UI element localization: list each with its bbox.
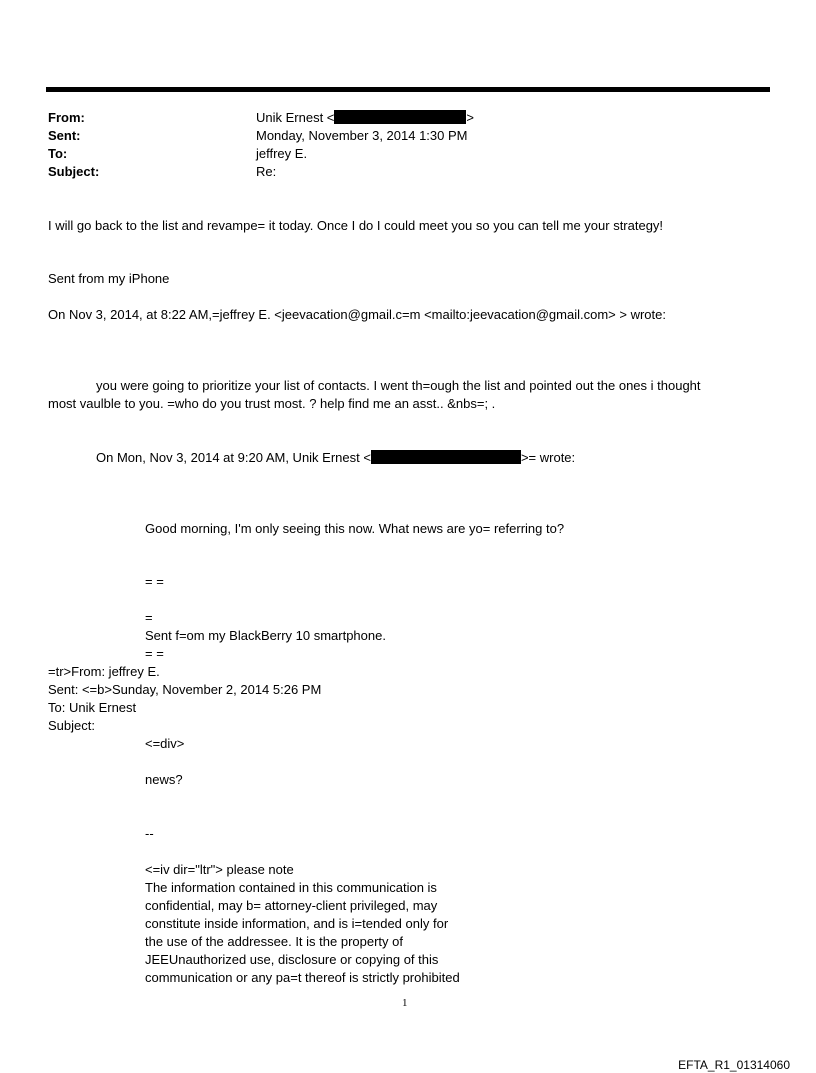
eqeq-1: = = bbox=[145, 574, 164, 589]
to-label: To: bbox=[48, 146, 68, 161]
good-morning-line: Good morning, I'm only seeing this now. What news are yo= referring to? bbox=[145, 521, 565, 536]
notice-line: confidential, may b= attorney-client privileged, may bbox=[145, 898, 438, 913]
notice-line: JEEUnauthorized use, disclosure or copying of this bbox=[145, 952, 439, 967]
dashes-line: -- bbox=[145, 826, 154, 841]
notice-line: the use of the addressee. It is the property of bbox=[145, 934, 403, 949]
eq-line: = bbox=[145, 610, 153, 625]
redaction-bar bbox=[371, 450, 521, 464]
page-number: 1 bbox=[402, 997, 408, 1009]
quoted-from: =tr>From: jeffrey E. bbox=[48, 664, 160, 679]
quote-header-2: On Mon, Nov 3, 2014 at 9:20 AM, Unik Ernest < >= wrote: bbox=[96, 450, 576, 465]
quoted-to: To: Unik Ernest bbox=[48, 700, 137, 715]
sent-label: Sent: bbox=[48, 128, 81, 143]
quote-header-1: On Nov 3, 2014, at 8:22 AM,=jeffrey E. <jeevacation@gmail.c=m <mailto:jeevacation@gmail.com> > wrote: bbox=[48, 307, 666, 322]
div-tag-line: <=div> bbox=[145, 736, 185, 751]
notice-line: communication or any pa=t thereof is strictly prohibited bbox=[145, 970, 460, 985]
quoted-subject: Subject: bbox=[48, 718, 95, 733]
document-id-footer: EFTA_R1_01314060 bbox=[678, 1058, 790, 1072]
header-rule bbox=[46, 87, 770, 92]
subject-label: Subject: bbox=[48, 164, 100, 179]
quoted-sent: Sent: <=b>Sunday, November 2, 2014 5:26 PM bbox=[48, 682, 322, 697]
notice-line: constitute inside information, and is i=tended only for bbox=[145, 916, 449, 931]
sent-value: Monday, November 3, 2014 1:30 PM bbox=[256, 128, 468, 143]
from-value: Unik Ernest < > bbox=[256, 110, 474, 125]
notice-line: The information contained in this communication is bbox=[145, 880, 437, 895]
subject-value: Re: bbox=[256, 164, 277, 179]
eqeq-2: = = bbox=[145, 646, 164, 661]
iv-dir-line: <=iv dir="ltr"> please note bbox=[145, 862, 294, 877]
from-label: From: bbox=[48, 110, 85, 125]
para2-line-a: you were going to prioritize your list of contacts. I went th=ough the list and pointed out the ones i thought bbox=[96, 378, 701, 393]
sent-from-iphone: Sent from my iPhone bbox=[48, 271, 170, 286]
to-value: jeffrey E. bbox=[256, 146, 308, 161]
para2-line-b: most vaulble to you. =who do you trust most. ? help find me an asst.. &nbs=; . bbox=[48, 396, 496, 411]
news-line: news? bbox=[145, 772, 183, 787]
blackberry-line: Sent f=om my BlackBerry 10 smartphone. bbox=[145, 628, 386, 643]
body-line-1: I will go back to the list and revampe= it today. Once I do I could meet you so you can tell me your strategy! bbox=[48, 218, 664, 233]
redaction-bar bbox=[334, 110, 466, 124]
